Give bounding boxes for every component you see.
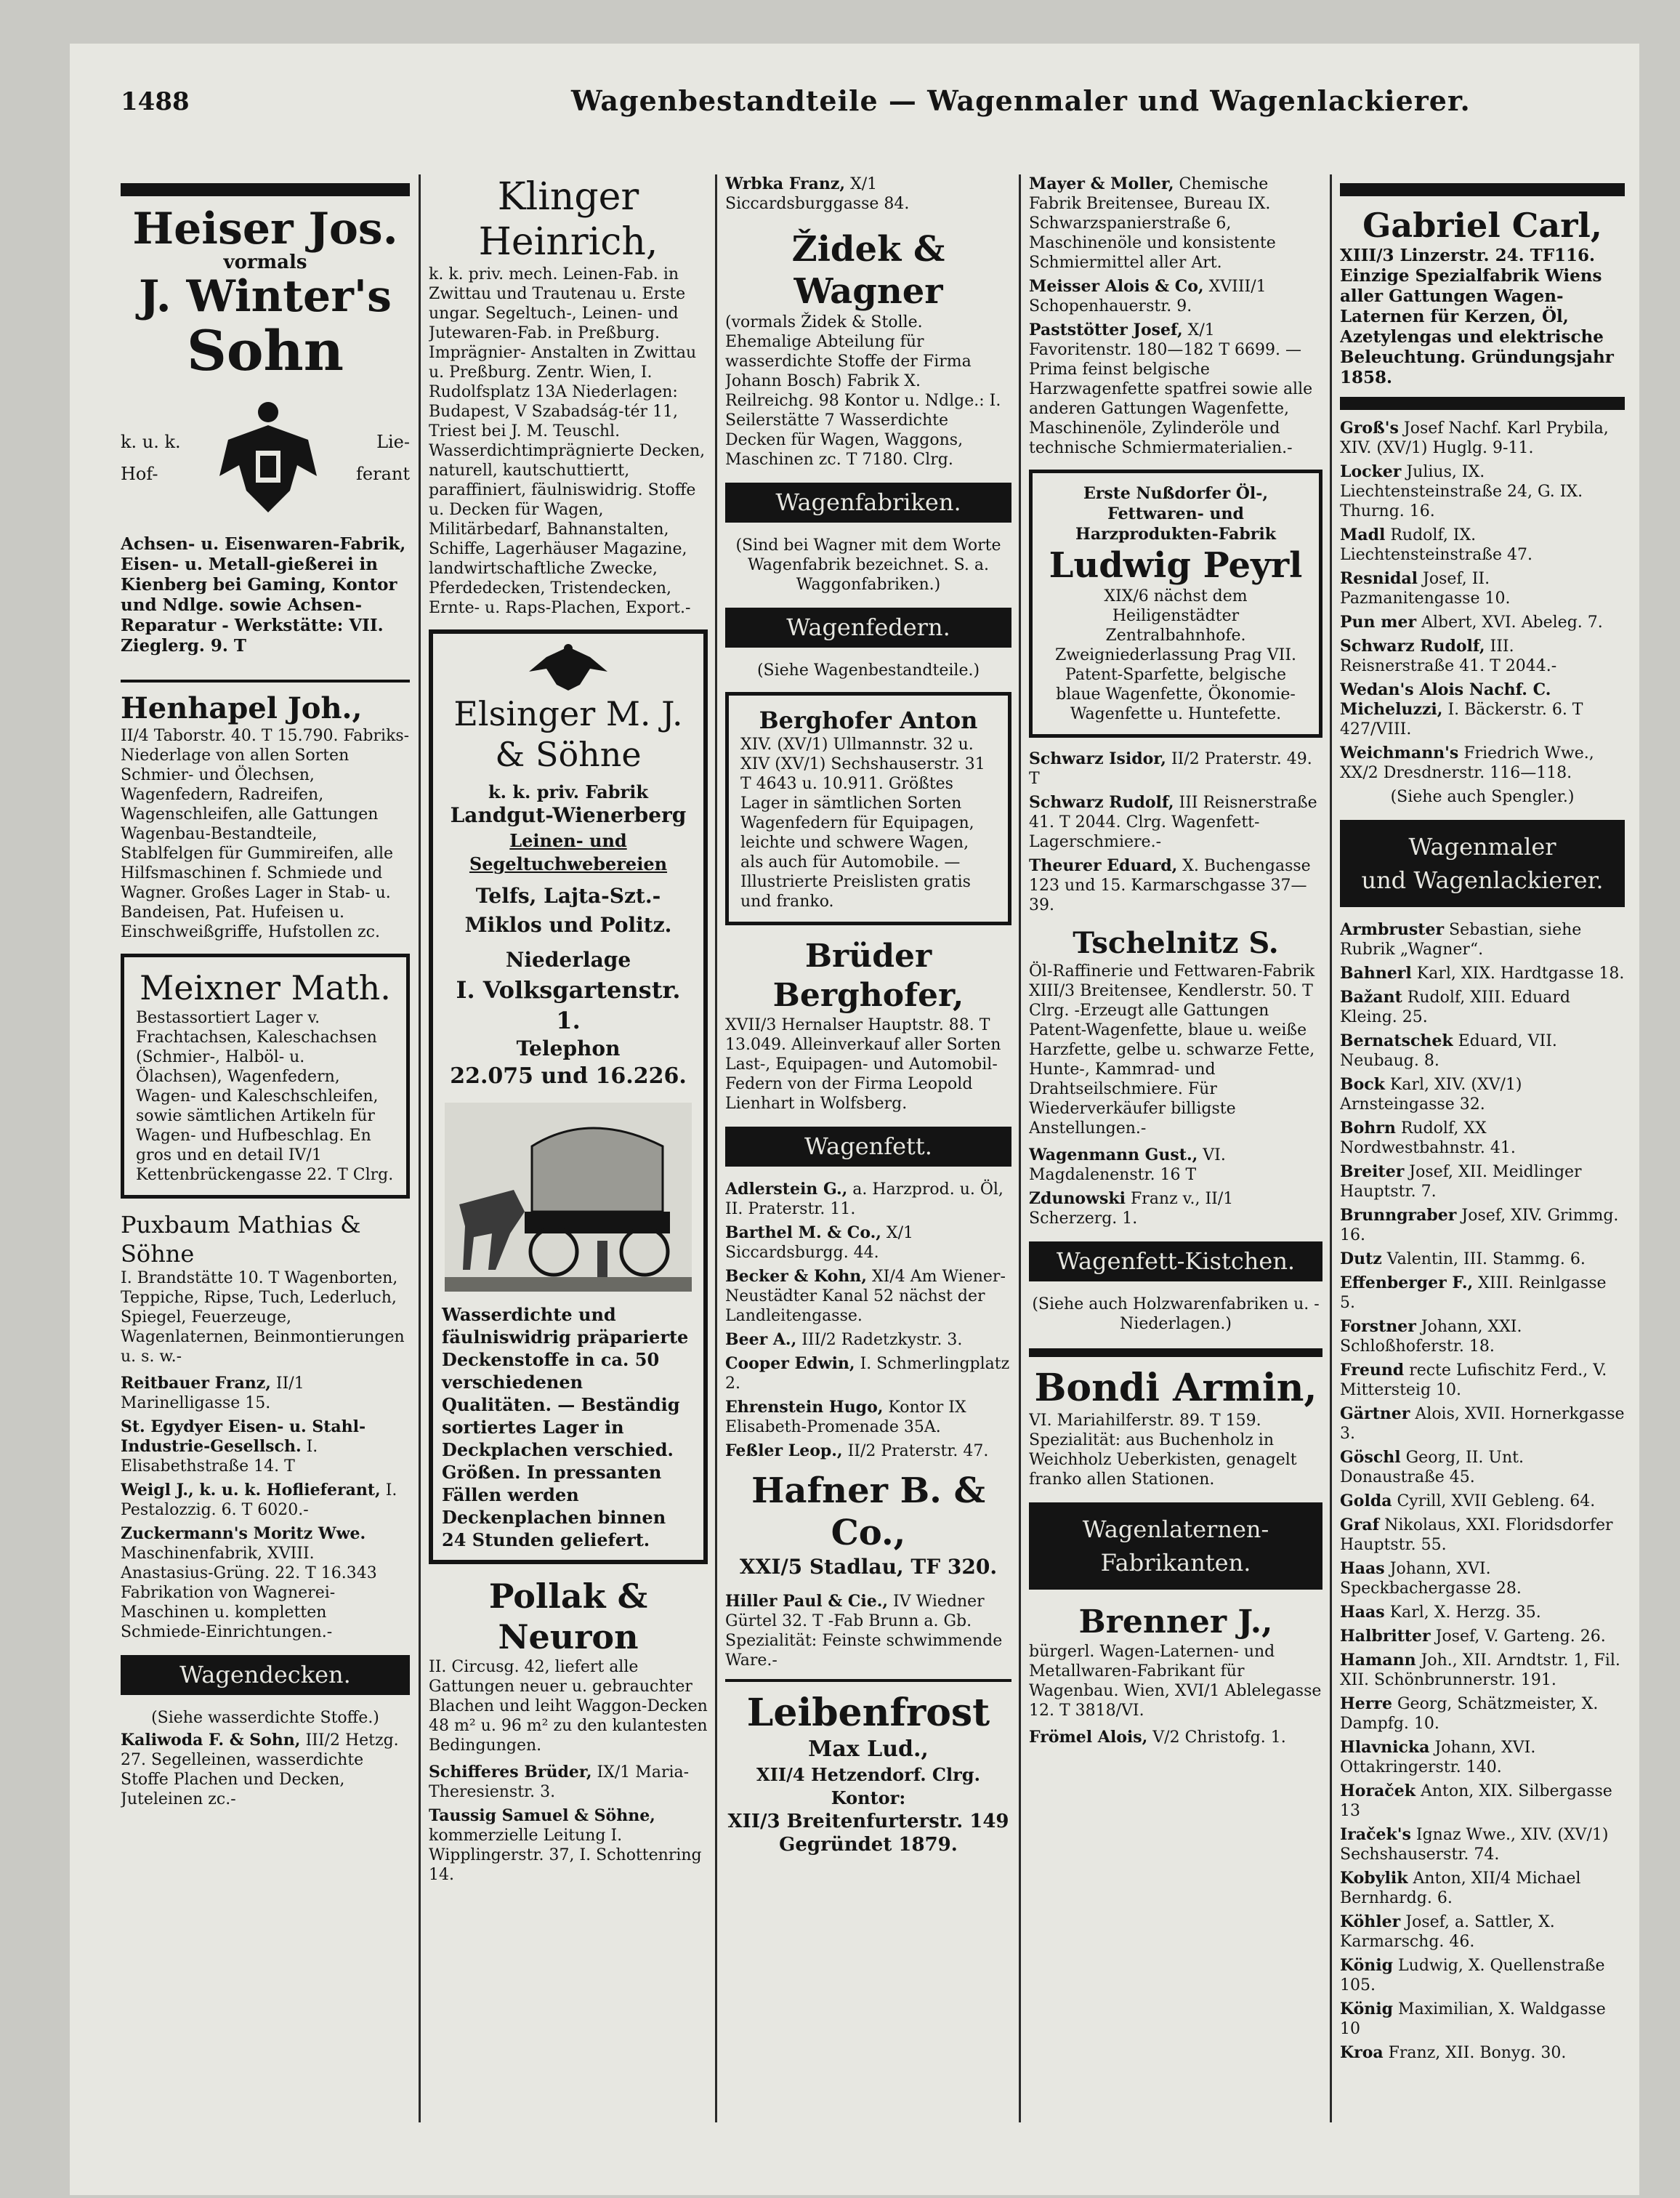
- list-item: Meisser Alois & Co, XVIII/1 Schopenhauerstr. 9.: [1029, 277, 1267, 315]
- ad-elsinger-line5: Niederlage: [505, 948, 631, 972]
- divider: [1340, 183, 1625, 196]
- list-item: Göschl Georg, II. Unt. Donaustraße 45.: [1340, 1448, 1524, 1486]
- ad-pollak-name: Pollak & Neuron: [488, 1577, 648, 1656]
- note-kistchen: (Siehe auch Holzwarenfabriken u. -Niederlagen.): [1032, 1295, 1320, 1333]
- ad-zidek-name: Židek & Wagner: [791, 229, 945, 312]
- section-bar-wagendecken: Wagendecken.: [121, 1655, 410, 1695]
- ad-meixner-text: Bestassortiert Lager v. Frachtachsen, Kaleschachsen (Schmier-, Halböl- u. Ölachsen), Wagenfedern, Wagen- und Kaleschschleifen, sowie sämtlichen Artikeln für Wagen- und Hufbeschlag. En gros und en detail IV/1 Kettenbrückengasse 22. T Clrg.: [136, 1009, 394, 1184]
- ad-leibenfrost-line2: Kontor:: [831, 1787, 906, 1808]
- list-item: Hamann Joh., XII. Arndtstr. 1, Fil. XII. Schönbrunnerstr. 191.: [1340, 1651, 1620, 1689]
- hof-label: Hof-: [121, 464, 158, 484]
- divider: [1340, 397, 1625, 410]
- divider: [121, 680, 410, 683]
- column-rule: [1330, 174, 1332, 2122]
- list-item: Halbritter Josef, V. Garteng. 26.: [1340, 1627, 1606, 1646]
- ad-elsinger-line6: I. Volksgartenstr. 1.: [456, 976, 681, 1034]
- list-item: Zuckermann's Moritz Wwe. Maschinenfabrik, XVIII. Anastasius-Grüng. 22. T 16.343 Fabrikation von Wagnerei-Maschinen u. kompletten Schmiede-Einrichtungen.-: [121, 1524, 377, 1641]
- section-bar-wagenfett: Wagenfett.: [725, 1127, 1011, 1167]
- list-item: St. Egydyer Eisen- u. Stahl-Industrie-Gesellsch. I. Elisabethstraße 14. T: [121, 1417, 366, 1476]
- list-item: Bahnerl Karl, XIX. Hardtgasse 18.: [1340, 964, 1625, 983]
- list-item: Dutz Valentin, III. Stammg. 6.: [1340, 1249, 1586, 1268]
- list-item: Kaliwoda F. & Sohn, III/2 Hetzg. 27. Segelleinen, wasserdichte Stoffe Plachen und Decken, Juteleinen zc.-: [121, 1731, 399, 1808]
- section-bar-line: Wagenlaternen-: [1082, 1515, 1269, 1543]
- ad-heiser-winter: J. Winter's: [139, 271, 392, 322]
- section-bar-wagenfett-kistchen: Wagenfett-Kistchen.: [1029, 1241, 1322, 1281]
- ad-berghofer-anton-text: XIV. (XV/1) Ullmannstr. 32 u. XIV (XV/1) Sechshauserstr. 31 T 4643 u. 10.911. Größtes Lager in sämtlichen Sorten Wagenfedern für Equipagen, leichte und schwere Wagen, als auch für Automobile. — Illustrierte Preislisten gratis und franko.: [740, 736, 985, 911]
- list-item: Pun mer Albert, XVI. Abeleg. 7.: [1340, 613, 1603, 632]
- list-item: Bažant Rudolf, XIII. Eduard Kleing. 25.: [1340, 988, 1570, 1026]
- eagle-crest-icon: [214, 396, 323, 520]
- ad-elsinger-line7: Telephon: [516, 1036, 621, 1060]
- list-item: Locker Julius, IX. Liechtensteinstraße 24, G. IX. Thurng. 16.: [1340, 462, 1583, 520]
- list-item: Cooper Edwin, I. Schmerlingplatz 2.: [725, 1354, 1010, 1393]
- list-item: Wrbka Franz, X/1 Siccardsburggasse 84.: [725, 174, 910, 213]
- ad-heiser-vormals: vormals: [223, 251, 307, 273]
- ad-berghofer-anton-box: [725, 692, 1011, 925]
- ad-klinger-text: k. k. priv. mech. Leinen-Fab. in Zwittau und Trautenau u. Erste ungar. Segeltuch-, Leinen- und Jutewaren-Fab. in Preßburg. Imprägnier- Anstalten in Zwittau u. Preßburg. Zentr. Wien, I. Rudolfsplatz 13A Niederlagen: Budapest, V Szabadság-tér 11, Triest bei J. M. Teuschl. Wasserdichtimprägnierte Decken, naturell, kautschuttiertt, paraffiniert, fäulniswidrig. Stoffe u. Decken für Wagen, Militärbedarf, Bahnanstalten, Schiffe, Lagerhäuser Magazine, landwirtschaftliche Zwecke, Pferdedecken, Tristendecken, Ernte- u. Raps-Plachen, Export.-: [429, 265, 706, 617]
- list-item: Becker & Kohn, XI/4 Am Wiener-Neustädter Kanal 52 nächst der Landleitengasse.: [725, 1267, 1006, 1325]
- ad-meixner-name: Meixner Math.: [140, 968, 391, 1007]
- ad-peyrl-name: Ludwig Peyrl: [1049, 545, 1303, 586]
- ferant-label: ferant: [356, 464, 410, 484]
- column-5: [1340, 174, 1625, 2137]
- ad-brenner-name: Brenner J.,: [1078, 1603, 1273, 1641]
- list-item: Wagenmann Gust., VI. Magdalenenstr. 16 T: [1029, 1146, 1226, 1184]
- lie-label: Lie-: [376, 432, 410, 452]
- ad-heiser-name: Heiser Jos.: [132, 204, 398, 254]
- ad-pollak-text: II. Circusg. 42, liefert alle Gattungen neuer u. gebrauchter Blachen und leiht Waggon-Decken 48 m² u. 96 m² zu den kulantesten Bedingungen.: [429, 1658, 708, 1755]
- column-2: [429, 174, 708, 2137]
- list-item: Gärtner Alois, XVII. Hornerkgasse 3.: [1340, 1404, 1625, 1443]
- list-item: Golda Cyrill, XVII Gebleng. 64.: [1340, 1492, 1596, 1510]
- list-item: Freund recte Lufischitz Ferd., V. Mittersteig 10.: [1340, 1361, 1607, 1399]
- list-item: Kroa Franz, XII. Bonyg. 30.: [1340, 2043, 1567, 2062]
- section-bar-line: Fabrikanten.: [1100, 1549, 1251, 1577]
- list-item: Madl Rudolf, IX. Liechtensteinstraße 47.: [1340, 526, 1532, 564]
- column-1: [121, 174, 410, 2137]
- section-bar-wagenfabriken: Wagenfabriken.: [725, 483, 1011, 523]
- kuk-label: k. u. k.: [121, 432, 181, 452]
- column-3: [725, 174, 1011, 2137]
- ad-peyrl-box: [1029, 470, 1322, 738]
- list-item: Adlerstein G., a. Harzprod. u. Öl, II. Praterstr. 11.: [725, 1180, 1003, 1218]
- ad-puxbaum-name: Puxbaum Mathias & Söhne: [121, 1211, 361, 1268]
- column-rule: [715, 174, 717, 2122]
- list-item: Paststötter Josef, X/1 Favoritenstr. 180—182 T 6699. —Prima feinst belgische Harzwagenfette spatfrei sowie alle anderen Gattungen Wagenfette, Maschinenöle, Zylinderöle und technische Schmiermaterialien.-: [1029, 321, 1313, 457]
- list-item: Resnidal Josef, II. Pazmanitengasse 10.: [1340, 569, 1511, 608]
- ad-peyrl-text: XIX/6 nächst dem Heiligenstädter Zentralbahnhofe. Zweigniederlassung Prag VII. Patent-Sparfette, belgische blaue Wagenfette, Ökonomie-Wagenfette u. Huntefette.: [1054, 587, 1297, 723]
- list-item: Hlavnicka Johann, XVI. Ottakringerstr. 140.: [1340, 1738, 1536, 1776]
- list-item: Hiller Paul & Cie., IV Wiedner Gürtel 32. T -Fab Brunn a. Gb. Spezialität: Feinste schwimmende Ware.-: [725, 1592, 1003, 1670]
- page-number: 1488: [121, 87, 190, 116]
- ad-heiser-text: Achsen- u. Eisenwaren-Fabrik, Eisen- u. Metall-gießerei in Kienberg bei Gaming, Kontor und Ndlge. sowie Achsen-Reparatur - Werkstätte: VII. Zieglerg. 9. T: [121, 534, 406, 656]
- ad-elsinger-line2: Landgut-Wienerberg: [450, 803, 687, 827]
- column-4: [1029, 174, 1322, 2137]
- list-item: König Maximilian, X. Waldgasse 10: [1340, 2000, 1606, 2038]
- section-bar-wagenlaternen: [1029, 1502, 1322, 1590]
- list-item: Effenberger F., XIII. Reinlgasse 5.: [1340, 1273, 1607, 1312]
- list-item: Horaček Anton, XIX. Silbergasse 13: [1340, 1782, 1612, 1820]
- ad-elsinger-text: Wasserdichte und fäulniswidrig präparierte Deckenstoffe in ca. 50 verschiedenen Qualitäten. — Beständig sortiertes Lager in Deckplachen verschied. Größen. In pressanten Fällen werden Deckenplachen binnen 24 Stunden geliefert.: [442, 1304, 689, 1550]
- ad-zidek-text: (vormals Židek & Stolle. Ehemalige Abteilung für wasserdichte Stoffe der Firma Johann Bosch) Fabrik X. Reilreichg. 98 Kontor u. Ndlge.: I. Seilerstätte 7 Wasserdichte Decken für Wagen, Waggons, Maschinen zc. T 7180. Clrg.: [725, 313, 1001, 469]
- list-item: Schwarz Rudolf, III Reisnerstraße 41. T 2044. Clrg. Wagenfett-Lagerschmiere.-: [1029, 793, 1317, 851]
- list-item: Weichmann's Friedrich Wwe., XX/2 Dresdnerstr. 116—118.: [1340, 744, 1594, 782]
- list-item: Bohrn Rudolf, XX Nordwestbahnstr. 41.: [1340, 1119, 1516, 1157]
- list-item: Barthel M. & Co., X/1 Siccardsburgg. 44.: [725, 1223, 913, 1262]
- section-bar-line: Wagenmaler: [1408, 833, 1556, 861]
- list-item: Bernatschek Eduard, VII. Neubaug. 8.: [1340, 1031, 1557, 1070]
- list-item: Schifferes Brüder, IX/1 Maria-Theresienstr. 3.: [429, 1763, 690, 1801]
- list-item: Haas Karl, X. Herzg. 35.: [1340, 1603, 1541, 1622]
- section-bar-line: und Wagenlackierer.: [1361, 866, 1604, 894]
- ad-meixner-box: [121, 954, 410, 1199]
- list-item: Reitbauer Franz, II/1 Marinelligasse 15.: [121, 1374, 304, 1412]
- list-item: Taussig Samuel & Söhne, kommerzielle Leitung I. Wipplingerstr. 37, I. Schottenring 14.: [429, 1806, 702, 1884]
- eagle-crest-icon: [525, 643, 612, 693]
- ad-bondi-text: VI. Mariahilferstr. 89. T 159. Spezialität: aus Buchenholz in Weichholz Ueberkisten, genagelt franko allen Stationen.: [1029, 1412, 1297, 1489]
- list-item: Iraček's Ignaz Wwe., XIV. (XV/1) Sechshauserstr. 74.: [1340, 1825, 1609, 1864]
- list-item: Mayer & Moller, Chemische Fabrik Breitensee, Bureau IX. Schwarzspanierstraße 6, Maschinenöle und konsistente Schmiermittel aller Art.: [1029, 174, 1276, 272]
- running-head: [121, 84, 1632, 128]
- list-item: Frömel Alois, V/2 Christofg. 1.: [1029, 1728, 1286, 1747]
- list-item: Bock Karl, XIV. (XV/1) Arnsteingasse 32.: [1340, 1075, 1522, 1114]
- ad-leibenfrost-line3: XII/3 Breitenfurterstr. 149: [727, 1811, 1009, 1832]
- list-item: Wedan's Alois Nachf. C. Micheluzzi, I. Bäckerstr. 6. T 427/VIII.: [1340, 680, 1583, 738]
- ad-leibenfrost-line1: XII/4 Hetzendorf. Clrg.: [756, 1764, 980, 1785]
- list-item: Ehrenstein Hugo, Kontor IX Elisabeth-Promenade 35A.: [725, 1398, 966, 1436]
- list-item: Groß's Josef Nachf. Karl Prybila, XIV. (XV/1) Huglg. 9-11.: [1340, 419, 1609, 457]
- list-item: Graf Nikolaus, XXI. Floridsdorfer Hauptstr. 55.: [1340, 1515, 1613, 1554]
- ad-elsinger-line8: 22.075 und 16.226.: [450, 1063, 687, 1089]
- ad-heiser-sohn: Sohn: [186, 318, 344, 383]
- divider: [725, 1679, 1011, 1682]
- section-title: Wagenbestandteile — Wagenmaler und Wagenlackierer.: [571, 84, 1471, 117]
- list-item: Schwarz Rudolf, III. Reisnerstraße 41. T 2044.-: [1340, 637, 1557, 675]
- ad-hafner-text: XXI/5 Stadlau, TF 320.: [739, 1555, 998, 1579]
- note-wagendecken: (Siehe wasserdichte Stoffe.): [151, 1709, 379, 1727]
- list-item: Beer A., III/2 Radetzkystr. 3.: [725, 1330, 963, 1349]
- section-bar-wagenfedern: Wagenfedern.: [725, 608, 1011, 648]
- list-item: Theurer Eduard, X. Buchengasse 123 und 15. Karmarschgasse 37—39.: [1029, 856, 1311, 914]
- list-item: Armbruster Sebastian, siehe Rubrik „Wagner“.: [1340, 920, 1582, 959]
- ad-bondi-name: Bondi Armin,: [1034, 1366, 1317, 1410]
- ad-henhapel-name: Henhapel Joh.,: [121, 691, 363, 725]
- ad-klinger-name: Klinger Heinrich,: [478, 175, 658, 264]
- ad-gabriel-text: XIII/3 Linzerstr. 24. TF116. Einzige Spezialfabrik Wiens aller Gattungen Wagen-Laternen für Kerzen, Öl, Azetylengas und elektrische Beleuchtung. Gründungsjahr 1858.: [1340, 246, 1614, 387]
- ad-hafner-name: Hafner B. & Co.,: [751, 1470, 985, 1553]
- ad-elsinger-box: [429, 629, 708, 1564]
- ad-leibenfrost-line4: Gegründet 1879.: [779, 1834, 958, 1856]
- ad-henhapel-text: II/4 Taborstr. 40. T 15.790. Fabriks-Niederlage von allen Sorten Schmier- und Ölechsen, Wagenfedern, Radreifen, Wagenschleifen, alle Gattungen Wagenbau-Bestandteile, Stablfelgen für Gummireifen, alle Hilfsmaschinen f. Schmiede und Wagner. Großes Lager in Stab- u. Bandeisen, Pat. Hufeisen u. Einschweißgriffe, Hufstollen zc.: [121, 727, 410, 941]
- list-item: Köhler Josef, a. Sattler, X. Karmarschg. 46.: [1340, 1912, 1555, 1951]
- ad-puxbaum-text: I. Brandstätte 10. T Wagenborten, Teppiche, Ripse, Tuch, Lederluch, Spiegel, Feuerzeuge, Wagenlaternen, Beinmontierungen u. s. w.-: [121, 1269, 405, 1366]
- ad-brueder-berghofer-text: XVII/3 Hernalser Hauptstr. 88. T 13.049. Alleinverkauf aller Sorten Last-, Equipagen- und Automobil-Federn von der Firma Leopold Lienhart in Wolfsberg.: [725, 1016, 1001, 1113]
- scanned-page: [70, 44, 1639, 2195]
- list-item: Brunngraber Josef, XIV. Grimmg. 16.: [1340, 1206, 1619, 1244]
- ad-elsinger-soehne: & Söhne: [495, 735, 642, 774]
- column-rule: [1019, 174, 1021, 2122]
- list-item: Zdunowski Franz v., II/1 Scherzerg. 1.: [1029, 1189, 1234, 1228]
- ad-tschelnitz-text: Öl-Raffinerie und Fettwaren-Fabrik XIII/3 Breitensee, Kendlerstr. 50. T Clrg. -Erzeugt alle Gattungen Patent-Wagenfette, blaue u. weiße Harzfette, gelbe u. schwarze Fette, Hunte-, Kammrad- und Drahtseilschmiere. Für Wiederverkäufer billigste Anstellungen.-: [1029, 962, 1315, 1138]
- section-bar-wagenmaler: [1340, 820, 1625, 907]
- list-item: Forstner Johann, XXI. Schloßhoferstr. 18.: [1340, 1317, 1522, 1356]
- note-wagenfedern: (Siehe Wagenbestandteile.): [756, 661, 980, 680]
- ad-gabriel-name: Gabriel Carl,: [1362, 206, 1602, 245]
- divider: [1029, 1348, 1322, 1357]
- ad-leibenfrost-name: Leibenfrost: [746, 1691, 990, 1735]
- list-item: Weigl J., k. u. k. Hoflieferant, I. Pestalozzig. 6. T 6020.-: [121, 1481, 397, 1519]
- list-item: Feßler Leop., II/2 Praterstr. 47.: [725, 1441, 989, 1460]
- list-item: Herre Georg, Schätzmeister, X. Dampfg. 10.: [1340, 1694, 1599, 1733]
- list-item: Schwarz Isidor, II/2 Praterstr. 49. T: [1029, 749, 1312, 788]
- ad-peyrl-line1: Erste Nußdorfer Öl-, Fettwaren- und Harzprodukten-Fabrik: [1075, 484, 1276, 544]
- note-spengler: (Siehe auch Spengler.): [1390, 788, 1575, 806]
- ad-brueder-berghofer-name: Brüder Berghofer,: [772, 938, 964, 1014]
- divider: [121, 183, 410, 196]
- list-item: Haas Johann, XVI. Speckbachergasse 28.: [1340, 1559, 1522, 1598]
- ad-tschelnitz-name: Tschelnitz S.: [1073, 926, 1279, 960]
- list-item: König Ludwig, X. Quellenstraße 105.: [1340, 1956, 1605, 1994]
- ad-elsinger-line3: Leinen- und Segeltuchwebereien: [469, 830, 668, 874]
- list-item: Breiter Josef, XII. Meidlinger Hauptstr. 7.: [1340, 1162, 1582, 1201]
- note-wagenfabriken: (Sind bei Wagner mit dem Worte Wagenfabrik bezeichnet. S. a. Waggonfabriken.): [735, 536, 1001, 594]
- ad-leibenfrost-sub: Max Lud.,: [808, 1736, 929, 1762]
- crest-row: [121, 396, 410, 520]
- column-rule: [419, 174, 421, 2122]
- list-item: Kobylik Anton, XII/4 Michael Bernhardg. 6.: [1340, 1869, 1581, 1907]
- ad-brenner-text: bürgerl. Wagen-Laternen- und Metallwaren-Fabrikant für Wagenbau. Wien, XVI/1 Ablelegasse 12. T 3818/VI.: [1029, 1643, 1322, 1720]
- ad-elsinger-line1: k. k. priv. Fabrik: [488, 781, 648, 802]
- ad-berghofer-anton-name: Berghofer Anton: [759, 706, 978, 734]
- wagon-illustration: [442, 1103, 695, 1292]
- ad-elsinger-line4: Telfs, Lajta-Szt.-Miklos und Politz.: [464, 884, 672, 937]
- ad-elsinger-name: Elsinger M. J.: [453, 694, 683, 733]
